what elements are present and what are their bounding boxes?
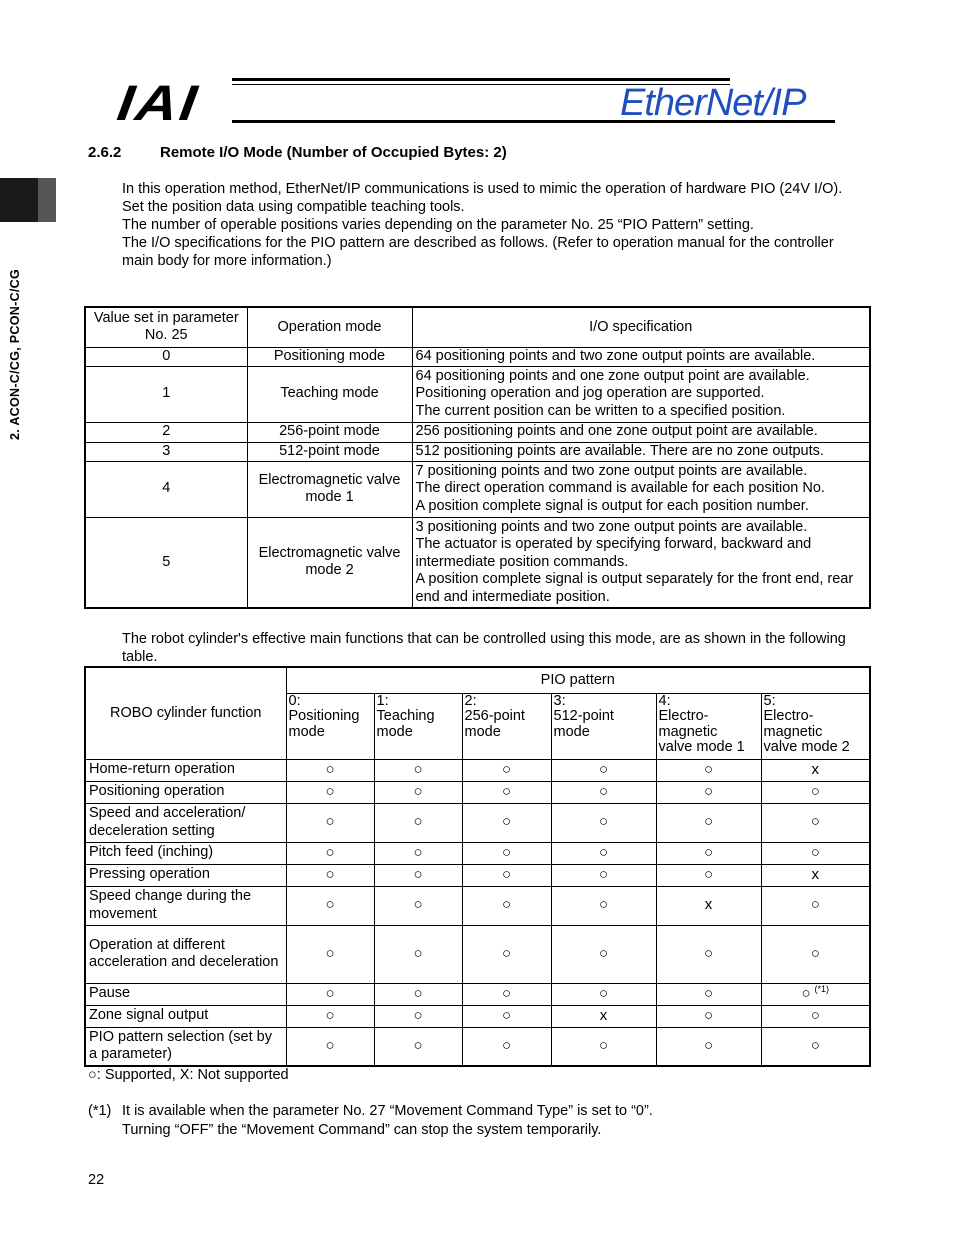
table-row xyxy=(85,1027,870,1066)
support-cell xyxy=(374,925,462,983)
spec-line: The actuator is operated by specifying forward, backward and intermediate position commands. xyxy=(415,536,812,570)
support-mark: ○ xyxy=(325,1037,335,1054)
support-cell xyxy=(374,781,462,803)
table-row xyxy=(85,925,870,983)
support-cell xyxy=(761,1005,870,1027)
support-mark: ○ xyxy=(810,896,820,914)
support-mark: x xyxy=(704,896,713,914)
spec-line: 512 positioning points are available. There are no zone outputs. xyxy=(415,442,824,459)
support-mark: ○ xyxy=(598,1037,609,1054)
group-header: PIO pattern xyxy=(286,667,870,693)
function-name: Positioning operation xyxy=(85,781,286,803)
function-name: PIO pattern selection (set by a parameter) xyxy=(85,1027,286,1066)
support-mark: ○ xyxy=(703,984,714,1002)
iai-logo: IAI xyxy=(114,75,203,131)
support-mark: ○ xyxy=(703,865,714,883)
mode-spec xyxy=(412,442,870,461)
page-header xyxy=(110,72,840,131)
support-mark: ○ xyxy=(598,944,609,962)
support-cell xyxy=(462,983,551,1005)
footnote-line: Turning “OFF” the “Movement Command” can stop the system temporarily. xyxy=(122,1122,602,1138)
support-mark: ○ xyxy=(325,782,335,800)
support-mark: ○ xyxy=(598,843,609,861)
support-cell xyxy=(551,983,656,1005)
pattern-header: 3: 512-point mode xyxy=(551,693,656,759)
pattern-header: 0: Positioning mode xyxy=(286,693,374,759)
page-number: 22 xyxy=(88,1172,105,1188)
support-mark: ○ xyxy=(703,944,714,962)
function-name: Speed change during the movement xyxy=(85,886,286,925)
support-mark: ○ xyxy=(598,813,609,831)
support-cell xyxy=(761,781,870,803)
table-row xyxy=(85,442,870,461)
support-cell xyxy=(286,925,374,983)
spec-line: 7 positioning points and two zone output points are available. xyxy=(415,462,808,479)
mode-spec xyxy=(412,422,870,442)
function-name: Pitch feed (inching) xyxy=(85,842,286,864)
support-cell xyxy=(761,1027,870,1066)
support-cell xyxy=(462,842,551,864)
header-cell: Operation mode xyxy=(247,307,412,347)
function-rows xyxy=(85,759,870,1066)
mode-name: 512-point mode xyxy=(247,442,412,461)
support-mark: ○ xyxy=(501,813,512,831)
mode-name: Positioning mode xyxy=(247,347,412,366)
support-mark: ○ xyxy=(703,1006,714,1024)
support-cell xyxy=(551,1005,656,1027)
pattern-header: 2: 256-point mode xyxy=(462,693,551,759)
legend: ○: Supported, X: Not supported xyxy=(88,1067,289,1083)
spec-line: 64 positioning points and two zone output points are available. xyxy=(415,347,816,364)
function-name: Speed and acceleration/ deceleration setting xyxy=(85,803,286,842)
corner-header: ROBO cylinder function xyxy=(85,667,286,759)
support-mark: ○ xyxy=(703,782,714,800)
table-row xyxy=(85,422,870,442)
support-cell xyxy=(656,803,761,842)
chapter-tab-marker-shade xyxy=(38,178,56,222)
function-name: Operation at different acceleration and deceleration xyxy=(85,925,286,983)
pattern-header: 5: Electro- magnetic valve mode 2 xyxy=(761,693,870,759)
support-mark: ○ xyxy=(413,760,423,778)
support-cell xyxy=(761,925,870,983)
support-cell xyxy=(286,983,374,1005)
support-mark: ○ xyxy=(598,760,609,778)
support-mark: ○ xyxy=(501,865,512,883)
support-cell xyxy=(551,886,656,925)
support-cell xyxy=(551,781,656,803)
support-mark: ○ xyxy=(413,782,423,800)
support-mark: ○ xyxy=(501,984,512,1002)
pattern-header: 1: Teaching mode xyxy=(374,693,462,759)
spec-line: A position complete signal is output separately for the front end, rear end and intermediate position. xyxy=(415,571,854,605)
footnote-line: It is available when the parameter No. 27 “Movement Command Type” is set to “0”. xyxy=(122,1103,653,1119)
support-mark: ○ xyxy=(413,865,423,883)
support-mark: ○ xyxy=(501,1037,512,1054)
support-mark: ○ xyxy=(325,1006,335,1024)
table-row xyxy=(85,1005,870,1027)
support-mark: ○ xyxy=(325,813,335,831)
chapter-side-label: 2. ACON-C/CG, PCON-C/CG xyxy=(8,268,22,440)
support-cell xyxy=(286,864,374,886)
support-cell xyxy=(462,925,551,983)
header-cell: I/O specification xyxy=(412,307,870,347)
table-row xyxy=(85,759,870,781)
support-mark: ○ xyxy=(810,944,820,962)
support-cell xyxy=(374,864,462,886)
support-mark: ○ xyxy=(501,1006,512,1024)
support-mark: ○ xyxy=(703,1037,714,1054)
support-mark: ○ xyxy=(810,1006,820,1024)
mode-name: Electromagnetic valve mode 2 xyxy=(247,517,412,608)
support-cell xyxy=(462,759,551,781)
support-cell xyxy=(656,886,761,925)
table-row xyxy=(85,347,870,366)
table-header-row xyxy=(85,667,870,693)
intro-text xyxy=(122,180,867,270)
support-mark: ○ xyxy=(810,782,820,800)
section-heading xyxy=(88,144,507,161)
support-mark: ○ xyxy=(413,944,423,962)
support-mark: ○ xyxy=(413,896,423,914)
function-name: Home-return operation xyxy=(85,759,286,781)
support-cell xyxy=(374,759,462,781)
chapter-tab-marker xyxy=(0,178,38,222)
ethernet-ip-logo: EtherNet/IP xyxy=(620,82,806,124)
spec-line: 3 positioning points and two zone output points are available. xyxy=(415,518,808,535)
support-mark: ○ xyxy=(810,1037,820,1054)
support-mark: ○ xyxy=(413,1037,423,1054)
mode-value: 3 xyxy=(85,442,247,461)
mode-value: 4 xyxy=(85,461,247,517)
support-cell xyxy=(656,983,761,1005)
support-cell xyxy=(656,1005,761,1027)
spec-line: Positioning operation and jog operation are supported. xyxy=(415,385,765,402)
spec-line: A position complete signal is output for each position number. xyxy=(415,497,809,514)
function-name: Pause xyxy=(85,983,286,1005)
support-cell xyxy=(286,781,374,803)
table-row xyxy=(85,842,870,864)
support-cell xyxy=(462,803,551,842)
support-mark: ○ xyxy=(413,1006,423,1024)
support-mark: ○ xyxy=(501,896,512,914)
support-cell xyxy=(551,1027,656,1066)
support-cell xyxy=(286,759,374,781)
mode-spec xyxy=(412,366,870,422)
function-name: Pressing operation xyxy=(85,864,286,886)
mode-name: Teaching mode xyxy=(247,366,412,422)
table-row xyxy=(85,803,870,842)
support-cell xyxy=(374,1027,462,1066)
support-cell xyxy=(374,1005,462,1027)
support-cell xyxy=(374,803,462,842)
support-cell xyxy=(656,864,761,886)
support-mark: ○ xyxy=(325,760,335,778)
mode-spec xyxy=(412,517,870,608)
table-row xyxy=(85,461,870,517)
support-cell xyxy=(551,803,656,842)
footnote-marker: (*1) xyxy=(814,983,830,994)
support-cell xyxy=(286,1027,374,1066)
support-mark: ○ xyxy=(501,782,512,800)
support-cell xyxy=(551,864,656,886)
support-cell xyxy=(761,864,870,886)
support-mark: ○ xyxy=(325,865,335,883)
support-cell xyxy=(462,781,551,803)
support-mark: ○ xyxy=(703,813,714,831)
table-row xyxy=(85,366,870,422)
support-mark: ○ xyxy=(325,984,335,1002)
function-name: Zone signal output xyxy=(85,1005,286,1027)
support-mark: ○ xyxy=(810,813,820,831)
support-cell xyxy=(286,1005,374,1027)
pattern-header: 4: Electro- magnetic valve mode 1 xyxy=(656,693,761,759)
support-mark: ○ xyxy=(325,843,335,861)
mode-value: 5 xyxy=(85,517,247,608)
support-mark: ○ xyxy=(598,782,609,800)
spec-line: 64 positioning points and one zone output point are available. xyxy=(415,367,810,384)
footnote xyxy=(88,1102,653,1140)
support-cell xyxy=(551,759,656,781)
support-mark: ○ xyxy=(598,865,609,883)
table-header-row xyxy=(85,307,870,347)
support-mark: ○ xyxy=(810,843,820,861)
support-mark: ○ xyxy=(703,843,714,861)
table-row xyxy=(85,517,870,608)
table-row xyxy=(85,864,870,886)
intro-paragraph: The I/O specifications for the PIO pattern are described as follows. (Refer to operation manual for the controller main body for more information.) xyxy=(122,235,834,269)
intro-paragraph: Set the position data using compatible teaching tools. xyxy=(122,199,465,215)
support-cell xyxy=(761,886,870,925)
intro-paragraph: The number of operable positions varies depending on the parameter No. 25 “PIO Pattern” setting. xyxy=(122,217,754,233)
pio-mode-table xyxy=(84,306,871,609)
support-cell xyxy=(286,886,374,925)
support-cell xyxy=(462,886,551,925)
support-mark: x xyxy=(599,1006,608,1024)
support-cell xyxy=(656,842,761,864)
support-cell xyxy=(374,842,462,864)
support-cell xyxy=(761,842,870,864)
support-cell xyxy=(656,759,761,781)
support-cell xyxy=(656,781,761,803)
support-cell xyxy=(761,759,870,781)
function-support-table xyxy=(84,666,871,1067)
functions-intro: The robot cylinder's effective main functions that can be controlled using this mode, are as shown in the following table. xyxy=(122,631,846,665)
support-cell xyxy=(374,983,462,1005)
support-cell xyxy=(462,1027,551,1066)
mode-spec xyxy=(412,461,870,517)
support-cell xyxy=(761,803,870,842)
support-mark: ○ xyxy=(598,896,609,914)
support-mark: ○ xyxy=(501,760,512,778)
section-number: 2.6.2 xyxy=(88,144,122,161)
support-cell xyxy=(286,842,374,864)
header-rule xyxy=(232,78,730,81)
support-mark: ○ xyxy=(501,944,512,962)
support-cell xyxy=(656,1027,761,1066)
support-mark: ○ xyxy=(413,843,423,861)
support-mark: ○ xyxy=(801,984,811,1002)
support-mark: ○ xyxy=(703,760,714,778)
mode-value: 1 xyxy=(85,366,247,422)
footnote-label: (*1) xyxy=(88,1103,112,1119)
support-cell xyxy=(656,925,761,983)
mode-name: Electromagnetic valve mode 1 xyxy=(247,461,412,517)
section-title: Remote I/O Mode (Number of Occupied Bytes: 2) xyxy=(160,144,507,161)
spec-line: The current position can be written to a specified position. xyxy=(415,402,786,419)
support-cell xyxy=(462,864,551,886)
table-row xyxy=(85,886,870,925)
support-mark: ○ xyxy=(325,944,335,962)
support-cell xyxy=(551,842,656,864)
support-cell xyxy=(761,983,870,1005)
table-row xyxy=(85,983,870,1005)
table-row xyxy=(85,781,870,803)
mode-spec xyxy=(412,347,870,366)
spec-line: 256 positioning points and one zone output point are available. xyxy=(415,423,818,440)
intro-paragraph: In this operation method, EtherNet/IP communications is used to mimic the operation of hardware PIO (24V I/O). xyxy=(122,181,843,197)
header-cell: Value set in parameter No. 25 xyxy=(85,307,247,347)
mode-value: 2 xyxy=(85,422,247,442)
support-mark: ○ xyxy=(325,896,335,914)
support-cell xyxy=(551,925,656,983)
mode-name: 256-point mode xyxy=(247,422,412,442)
support-cell xyxy=(374,886,462,925)
mode-value: 0 xyxy=(85,347,247,366)
spec-line: The direct operation command is available for each position No. xyxy=(415,480,825,497)
support-mark: ○ xyxy=(501,843,512,861)
support-cell xyxy=(462,1005,551,1027)
support-mark: ○ xyxy=(413,813,423,831)
support-mark: x xyxy=(811,865,819,883)
support-mark: ○ xyxy=(598,984,609,1002)
support-cell xyxy=(286,803,374,842)
support-mark: ○ xyxy=(413,984,423,1002)
support-mark: x xyxy=(811,760,819,778)
